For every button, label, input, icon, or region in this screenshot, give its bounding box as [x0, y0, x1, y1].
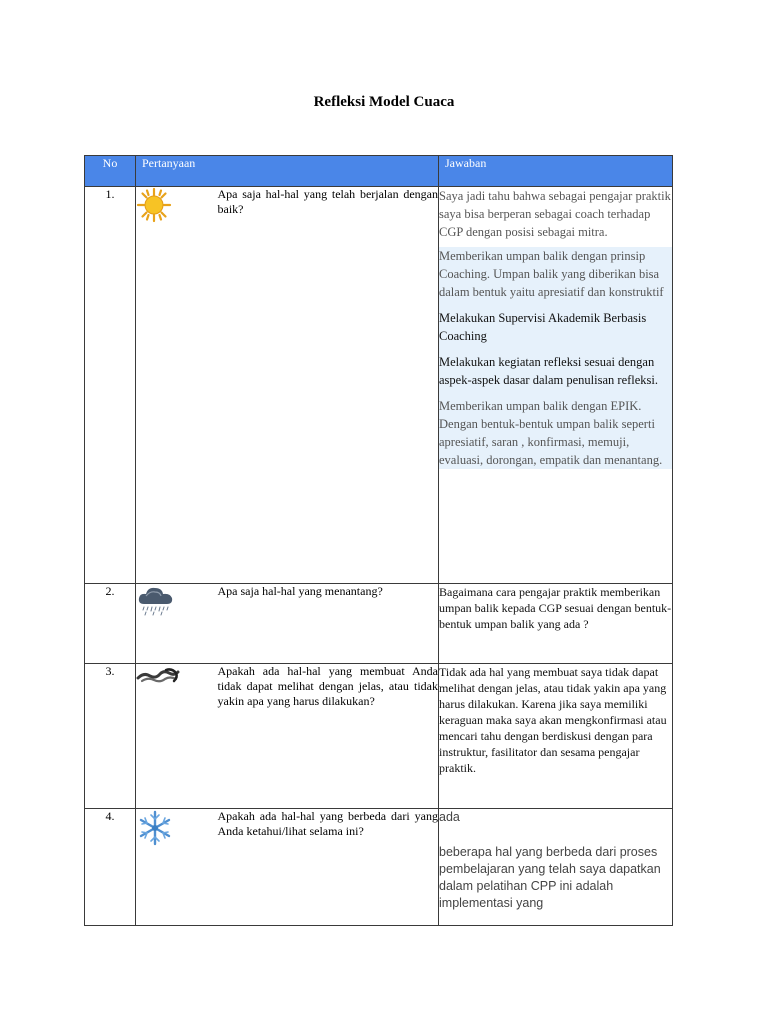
- question-text: Apa saja hal-hal yang telah berjalan dengan baik?: [218, 187, 439, 584]
- question-text: Apakah ada hal-hal yang berbeda dari yang Anda ketahui/lihat selama ini?: [218, 809, 439, 926]
- sun-icon: [136, 187, 172, 223]
- table-row: [85, 809, 673, 926]
- answer-text: Tidak ada hal yang membuat saya tidak dapat melihat dengan jelas, atau tidak yakin apa yang harus dilakukan. Karena jika saya memiliki keraguan maka saya akan mengkonfirmasi atau mencari tahu dengan berdiskusi dengan para instruktur, fasilitator dan sesama pengajar praktik.: [439, 665, 667, 775]
- row-icon-cell: [136, 187, 218, 584]
- table-header-row: [85, 156, 673, 187]
- row-number: 1.: [85, 187, 136, 584]
- row-icon-cell: [136, 809, 218, 926]
- table-row: [85, 584, 673, 664]
- answer-text: Saya jadi tahu bahwa sebagai pengajar praktik saya bisa berperan sebagai coach terhadap CGP dengan posisi sebagai mitra.: [439, 189, 671, 239]
- row-icon-cell: [136, 664, 218, 809]
- highlighted-answers: [439, 247, 672, 469]
- reflection-table: [84, 155, 673, 926]
- row-number: 4.: [85, 809, 136, 926]
- answer-text: Melakukan kegiatan refleksi sesuai dengan aspek-aspek dasar dalam penulisan refleksi.: [439, 355, 659, 387]
- answer-cell: [439, 664, 673, 809]
- question-text: Apa saja hal-hal yang menantang?: [218, 584, 439, 664]
- answer-text: Memberikan umpan balik dengan EPIK. Dengan bentuk-bentuk umpan balik seperti apresiatif, saran , konfirmasi, memuji, evaluasi, dorongan, empatik dan menantang.: [439, 399, 663, 467]
- answer-cell: [439, 187, 673, 584]
- answer-text: beberapa hal yang berbeda dari proses pembelajaran yang telah saya dapatkan dalam pelatihan CPP ini adalah implementasi yang: [439, 845, 661, 910]
- row-number: 3.: [85, 664, 136, 809]
- document-title: Refleksi Model Cuaca: [313, 94, 455, 110]
- answer-cell: [439, 584, 673, 664]
- row-number: 2.: [85, 584, 136, 664]
- answer-cell: [439, 809, 673, 926]
- answer-text: ada: [439, 810, 460, 824]
- answer-text: Melakukan Supervisi Akademik Berbasis Coaching: [439, 311, 647, 343]
- header-question: Pertanyaan: [136, 156, 439, 187]
- question-text: Apakah ada hal-hal yang membuat Anda tidak dapat melihat dengan jelas, atau tidak yakin apa yang harus dilakukan?: [218, 664, 439, 809]
- snowflake-icon: [136, 809, 174, 847]
- row-icon-cell: [136, 584, 218, 664]
- answer-text: Memberikan umpan balik dengan prinsip Coaching. Umpan balik yang diberikan bisa dalam bentuk yaitu apresiatif dan konstruktif: [439, 249, 664, 299]
- rain-cloud-icon: [136, 584, 176, 618]
- answer-text: Bagaimana cara pengajar praktik memberikan umpan balik kepada CGP sesuai dengan bentuk-bentuk umpan balik yang ada ?: [439, 585, 672, 631]
- table-row: [85, 664, 673, 809]
- header-answer: Jawaban: [439, 156, 673, 187]
- table-row: [85, 187, 673, 584]
- header-no: No: [85, 156, 136, 187]
- fog-icon: [136, 664, 180, 688]
